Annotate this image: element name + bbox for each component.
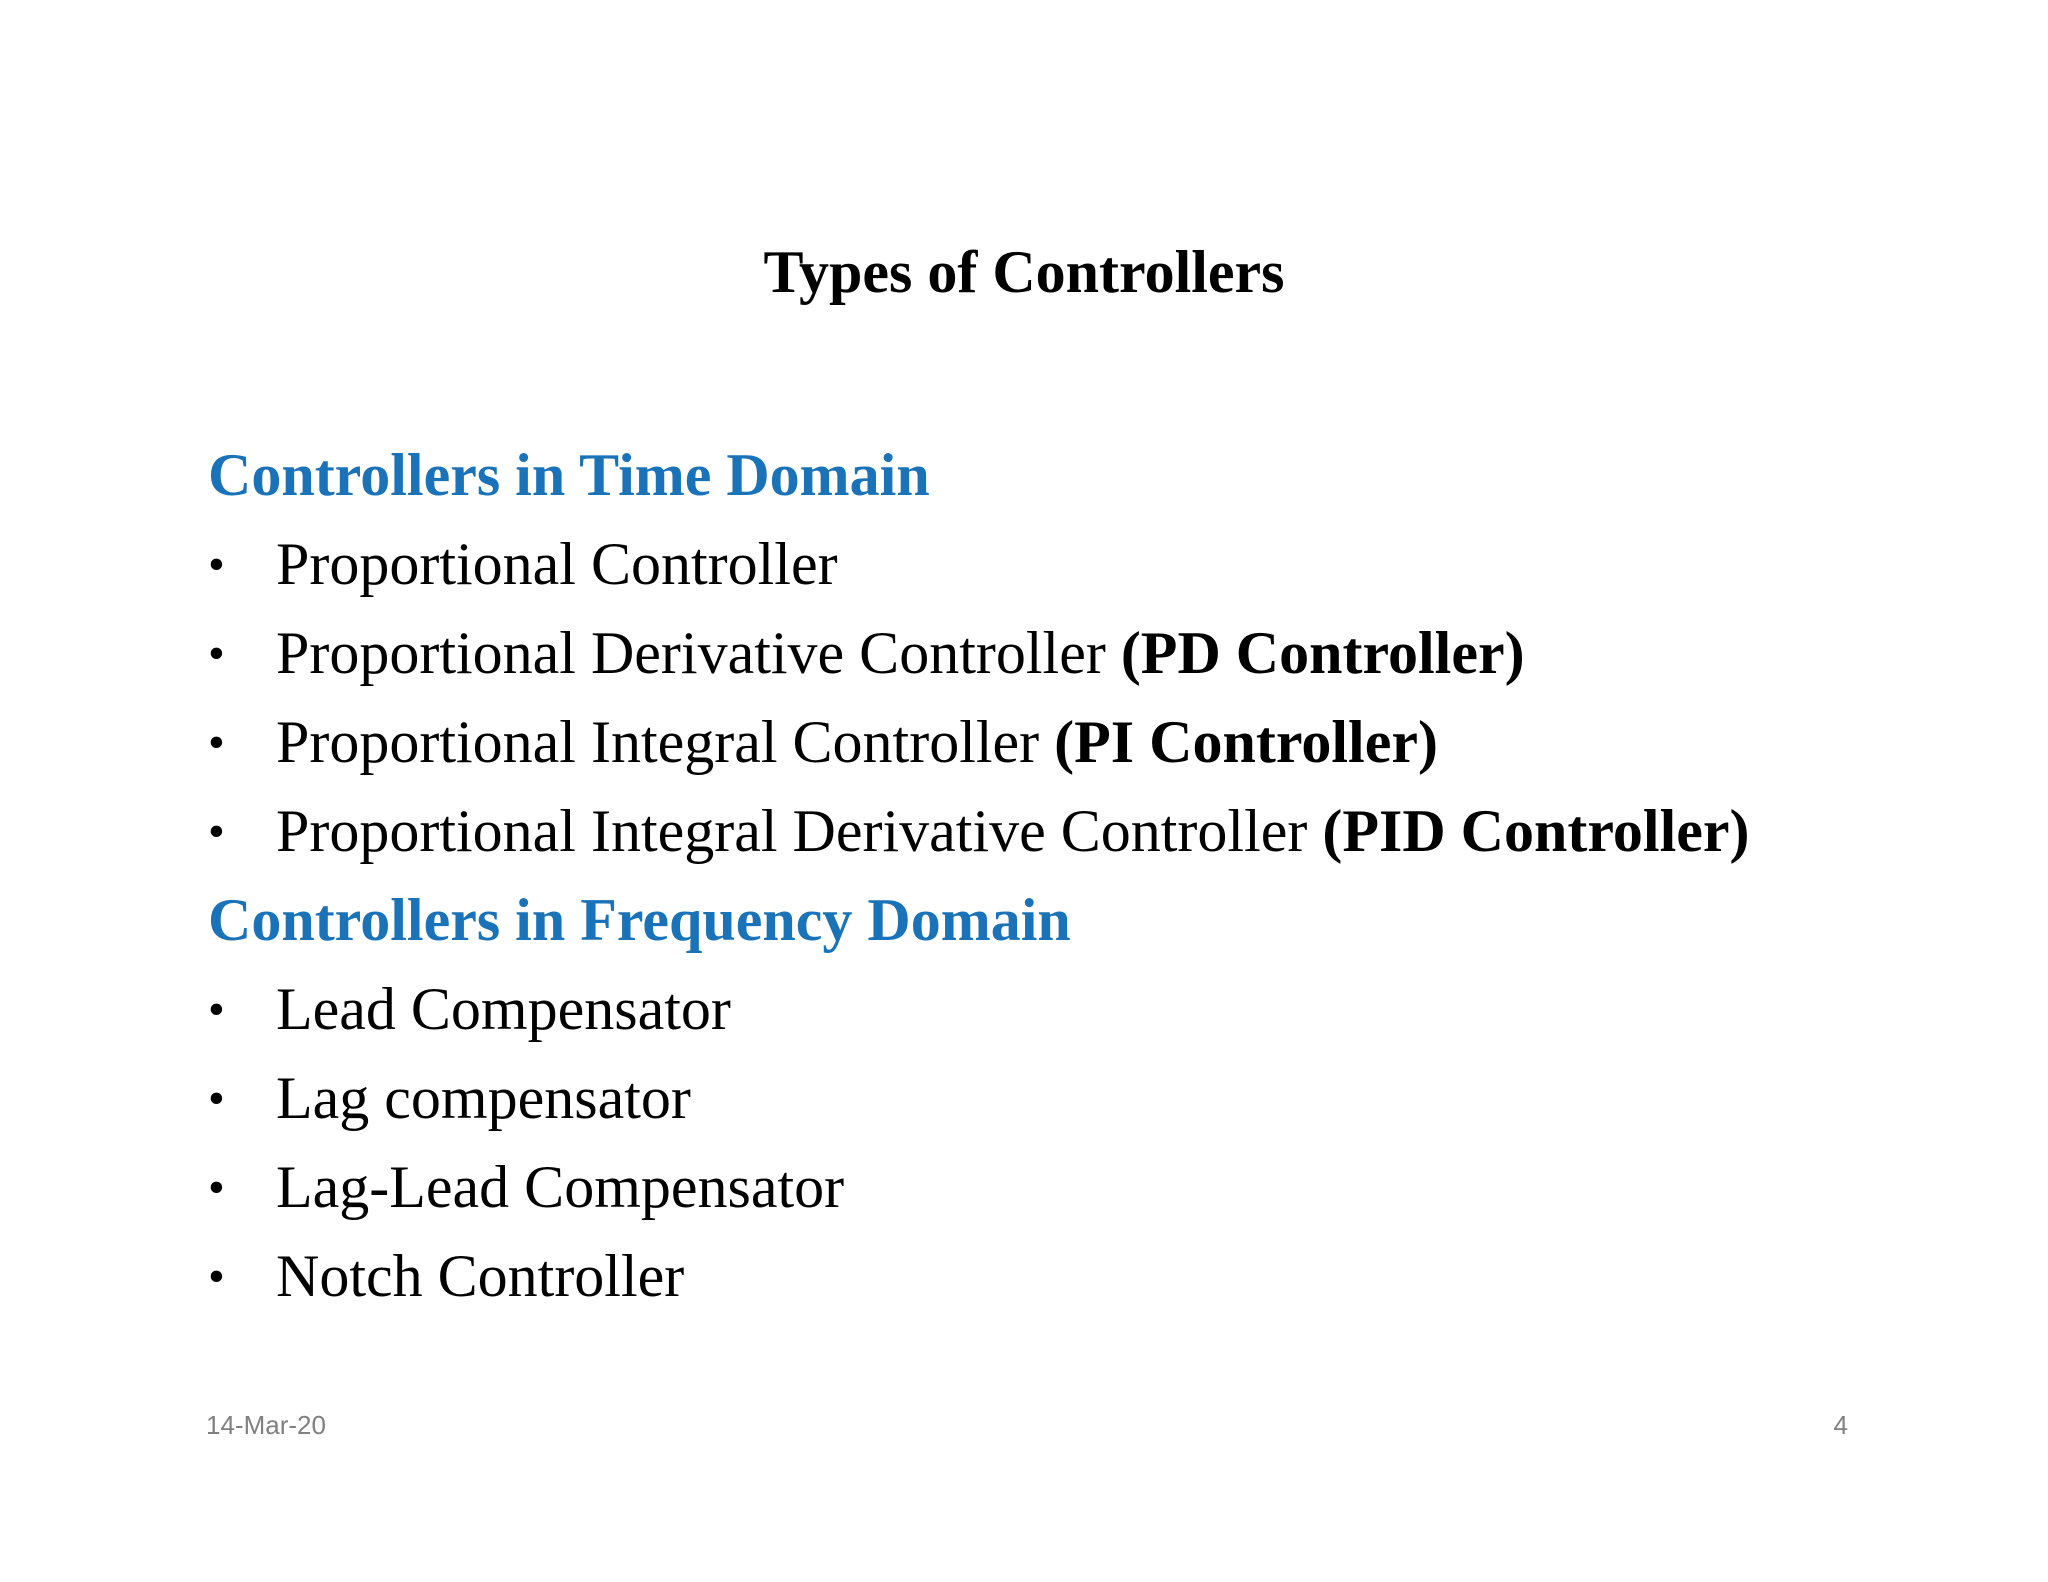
page-number: 4: [1833, 1410, 1848, 1440]
list-item-text: Proportional Controller: [276, 531, 838, 597]
bullet-icon: •: [208, 716, 225, 769]
footer-date: 14-Mar-20: [206, 1410, 326, 1440]
list-item: [208, 520, 1988, 609]
slide-content: [208, 431, 1988, 1321]
list-item: [208, 1232, 1988, 1321]
bullet-icon: •: [208, 627, 225, 680]
section-heading-frequency-domain: Controllers in Frequency Domain: [208, 887, 1071, 953]
list-item-text: Proportional Integral Controller: [276, 709, 1055, 775]
list-item: [208, 1143, 1988, 1232]
list-item-text: Lag-Lead Compensator: [276, 1154, 845, 1220]
bullet-icon: •: [208, 1250, 225, 1303]
time-domain-list: [208, 520, 1988, 876]
list-item: [208, 787, 1988, 876]
bullet-icon: •: [208, 983, 225, 1036]
list-item-abbrev: (PI Controller): [1054, 709, 1438, 775]
list-item-text: Proportional Integral Derivative Controller: [276, 798, 1323, 864]
bullet-icon: •: [208, 805, 225, 858]
list-item: [208, 698, 1988, 787]
bullet-icon: •: [208, 538, 225, 591]
bullet-icon: •: [208, 1161, 225, 1214]
list-item-text: Notch Controller: [276, 1243, 685, 1309]
list-item-text: Lag compensator: [276, 1065, 691, 1131]
frequency-domain-list: [208, 965, 1988, 1321]
list-item-abbrev: (PID Controller): [1322, 798, 1750, 864]
slide-title: Types of Controllers: [763, 239, 1285, 305]
list-item-abbrev: (PD Controller): [1120, 620, 1525, 686]
list-item-text: Proportional Derivative Controller: [276, 620, 1121, 686]
list-item: [208, 965, 1988, 1054]
bullet-icon: •: [208, 1072, 225, 1125]
list-item-text: Lead Compensator: [276, 976, 731, 1042]
section-heading-time-domain: Controllers in Time Domain: [208, 442, 930, 508]
list-item: [208, 1054, 1988, 1143]
list-item: [208, 609, 1988, 698]
